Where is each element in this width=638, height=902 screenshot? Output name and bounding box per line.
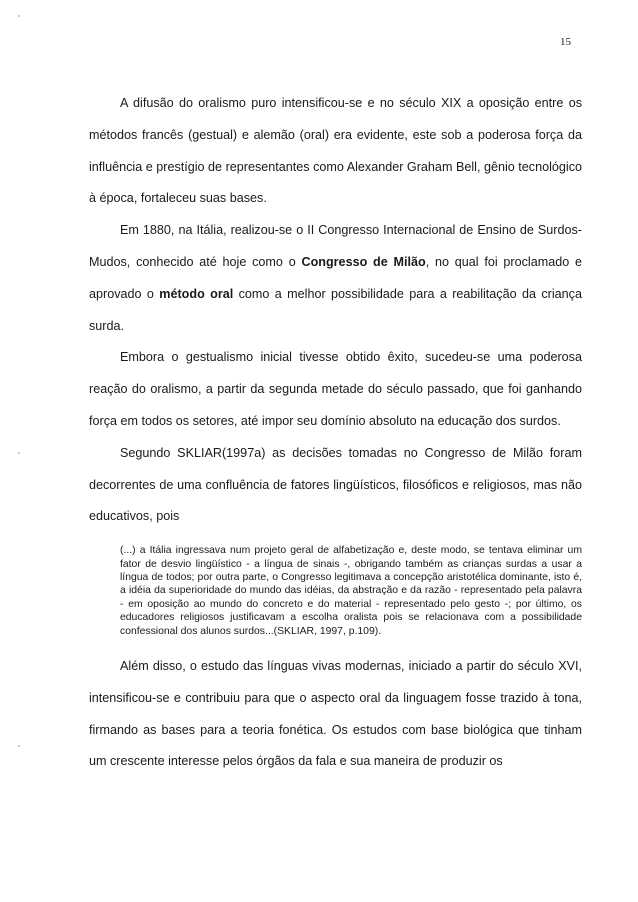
milan-congress-bold: Congresso de Milão: [301, 254, 426, 269]
milan-text-1: Em 1880, na Itália, realizou-se o II Congresso Internacional de Ensino de Surdos-Mudos, conhecido até hoje como o: [89, 223, 582, 269]
scan-speck: [18, 15, 20, 17]
page-number: 15: [560, 36, 571, 48]
milan-text-3: como a melhor possibilidade para a reabilitação da criança surda.: [89, 286, 582, 333]
paragraph-skliar: Segundo SKLIAR(1997a) as decisões tomadas no Congresso de Milão foram decorrentes de uma confluência de fatores lingüísticos, filosóficos e religiosos, mas não educativos, pois: [89, 445, 582, 524]
paragraph-modern-languages: Além disso, o estudo das línguas vivas modernas, iniciado a partir do século XVI, intensificou-se e contribuiu para que o aspecto oral da linguagem fosse trazido à tona, firmando as bases para a teoria fonética. Os estudos com base biológica que tinham um crescente interesse pelos órgãos da fala e sua maneira de produzir os: [89, 659, 582, 769]
paragraph-milan-congress: [89, 215, 582, 342]
paragraph-oralism-spread: A difusão do oralismo puro intensificou-se e no século XIX a oposição entre os métodos francês (gestual) e alemão (oral) era evidente, este sob a poderosa força da influência e prestígio de representantes como Alexander Graham Bell, gênio tecnológico à época, fortaleceu suas bases.: [89, 96, 582, 206]
oral-method-bold: método oral: [159, 286, 234, 301]
block-quote: (...) a Itália ingressava num projeto geral de alfabetização e, deste modo, se tentava eliminar um fator de desvio lingüístico - a língua de sinais -, obrigando também as crianças surdas a usar a língua de todos; por outra parte, o Congresso legitimava a concepção aristotélica dominante, isto é, a idéia da superioridade do mundo das idéias, da abstração e da razão - representado pela palavra - em oposição ao mundo do concreto e do material - representado pelo gesto -; por último, os educadores religiosos justificavam a escolha oralista pois se relacionava com a possibilidade confessional dos alunos surdos...(SKLIAR, 1997, p.109).: [120, 545, 582, 637]
paragraph-oralism-reaction: Embora o gestualismo inicial tivesse obtido êxito, sucedeu-se uma poderosa reação do oralismo, a partir da segunda metade do século passado, que foi ganhando força em todos os setores, até impor seu domínio absoluto na educação dos surdos.: [89, 350, 582, 428]
milan-text-2: , no qual foi proclamado e aprovado o: [89, 254, 582, 301]
body-text: [89, 88, 582, 778]
scan-speck: [18, 745, 20, 747]
scan-speck: [18, 452, 20, 454]
